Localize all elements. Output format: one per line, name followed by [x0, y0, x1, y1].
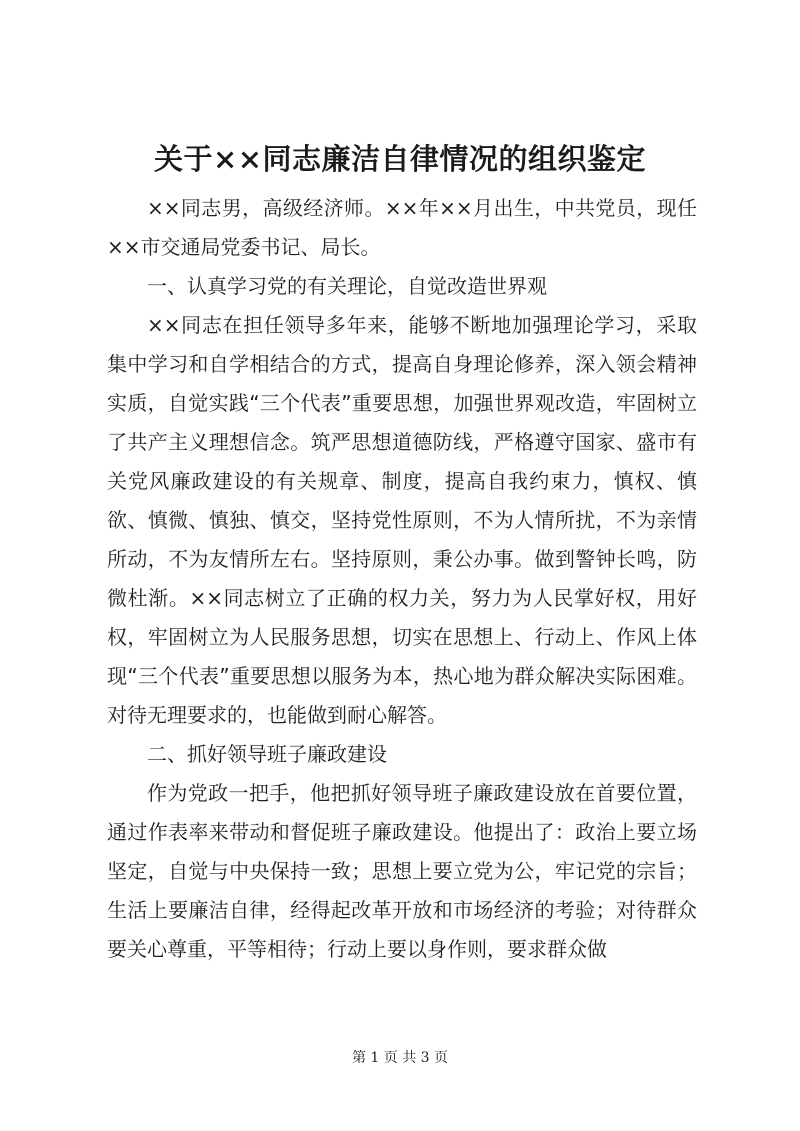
document-body — [107, 189, 697, 969]
document-title: 关于××同志廉洁自律情况的组织鉴定 — [153, 142, 647, 176]
paragraph-intro: ××同志男，高级经济师。××年××月出生，中共党员，现任××市交通局党委书记、局长。 — [107, 196, 697, 259]
page-number-footer: 第 1 页 共 3 页 — [351, 1050, 449, 1066]
section-heading-1: 一、认真学习党的有关理论，自觉改造世界观 — [147, 274, 547, 298]
section-heading-2: 二、抓好领导班子廉政建设 — [147, 742, 387, 766]
paragraph-section-2: 作为党政一把手，他把抓好领导班子廉政建设放在首要位置，通过作表率来带动和督促班子廉政建设。他提出了：政治上要立场坚定，自觉与中央保持一致；思想上要立党为公，牢记党的宗旨；生活上要廉洁自律，经得起改革开放和市场经济的考验；对待群众要关心尊重，平等相待；行动上要以身作则，要求群众做 — [107, 781, 697, 961]
paragraph-section-1: ××同志在担任领导多年来，能够不断地加强理论学习，采取集中学习和自学相结合的方式，提高自身理论修养，深入领会精神实质，自觉实践“三个代表”重要思想，加强世界观改造，牢固树立了共产主义理想信念。筑严思想道德防线，严格遵守国家、盛市有关党风廉政建设的有关规章、制度，提高自我约束力，慎权、慎欲、慎微、慎独、慎交，坚持党性原则，不为人情所扰，不为亲情所动，不为友情所左右。坚持原则，秉公办事。做到警钟长鸣，防微杜渐。××同志树立了正确的权力关，努力为人民掌好权，用好权，牢固树立为人民服务思想，切实在思想上、行动上、作风上体现“三个代表”重要思想以服务为本，热心地为群众解决实际困难。对待无理要求的，也能做到耐心解答。 — [107, 313, 697, 727]
